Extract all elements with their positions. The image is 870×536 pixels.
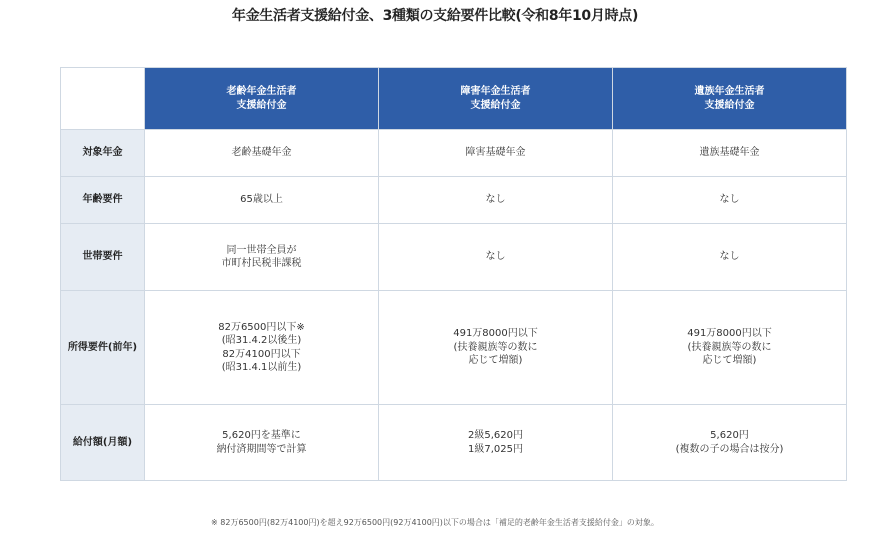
table-cell [613,291,847,405]
cell-line: なし [485,194,506,206]
row-header: 対象年金 [61,130,145,177]
footnote: ※ 82万6500円(82万4100円)を超え92万6500円(92万4100円)以下の場合は「補足的老齢年金生活者支援給付金」の対象。 [211,518,659,527]
column-header-line: 障害年金生活者 [460,86,531,97]
table-cell [379,291,613,405]
table-row-benefit-amount [61,405,847,481]
row-header: 年齢要件 [61,177,145,224]
cell-line: 応じて増額) [702,355,757,367]
cell-line: 5,620円を基準に [222,430,301,441]
cell-line: 65歳以上 [240,194,283,206]
column-header-survivor [613,68,847,130]
table-cell [145,224,379,291]
column-header-line: 遺族年金生活者 [694,86,765,97]
cell-line: (複数の子の場合は按分) [675,443,784,455]
cell-line: 82万6500円以下※ [218,321,305,333]
cell-line: 同一世帯全員が [226,244,297,256]
cell-line: (昭31.4.1以前生) [221,362,302,373]
table-cell [379,130,613,177]
cell-line: 82万4100円以下 [222,348,301,360]
cell-line: 1級7,025円 [468,443,523,455]
table-cell [613,130,847,177]
cell-line: 応じて増額) [468,355,523,367]
column-header-line: 支援給付金 [704,99,755,111]
column-header-old-age [145,68,379,130]
table-row-age-requirement [61,177,847,224]
table-cell [379,224,613,291]
cell-line: 491万8000円以下 [687,328,772,340]
table-cell [379,405,613,481]
table-cell [613,177,847,224]
table-cell [613,405,847,481]
cell-line: (昭31.4.2以後生) [221,335,302,346]
table-row-target-pension [61,130,847,177]
cell-line: 市町村民税非課税 [221,258,302,269]
cell-line: 老齢基礎年金 [231,147,292,159]
column-header-disability [379,68,613,130]
table-row-income-requirement [61,291,847,405]
cell-line: なし [719,251,740,263]
table-cell [379,177,613,224]
table-corner [61,68,145,130]
page-title: 年金生活者支援給付金、3種類の支給要件比較(令和8年10月時点) [231,8,639,24]
table-row-household-requirement [61,224,847,291]
column-header-line: 支援給付金 [236,99,287,111]
cell-line: 納付済期間等で計算 [216,443,307,455]
table-cell [145,291,379,405]
cell-line: (扶養親族等の数に [453,341,538,353]
column-header-line: 老齢年金生活者 [226,86,297,97]
cell-line: 2級5,620円 [468,430,523,441]
header-row [61,68,847,130]
table-cell [145,405,379,481]
table-cell [145,130,379,177]
column-header-line: 支援給付金 [470,99,521,111]
cell-line: 491万8000円以下 [453,328,538,340]
comparison-table [60,67,847,481]
row-header: 所得要件(前年) [61,291,145,405]
cell-line: 5,620円 [710,430,749,441]
table-cell [145,177,379,224]
cell-line: (扶養親族等の数に [687,341,772,353]
cell-line: 遺族基礎年金 [699,147,760,159]
cell-line: なし [719,194,740,206]
row-header: 世帯要件 [61,224,145,291]
row-header: 給付額(月額) [61,405,145,481]
cell-line: 障害基礎年金 [465,147,526,159]
table-cell [613,224,847,291]
cell-line: なし [485,251,506,263]
